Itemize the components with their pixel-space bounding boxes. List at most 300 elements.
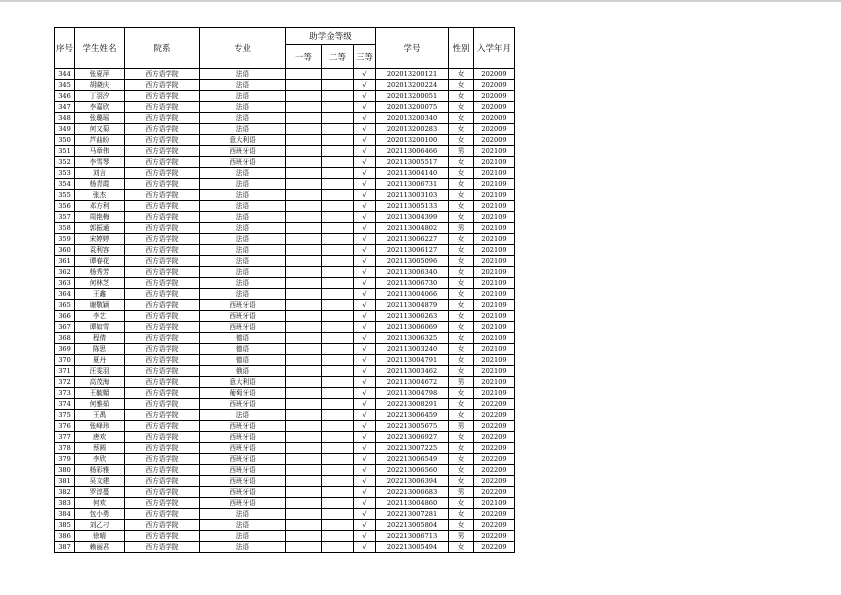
cell-grade-third: √ bbox=[354, 201, 376, 212]
cell-seq: 346 bbox=[55, 91, 75, 102]
cell-enrollment: 202109 bbox=[474, 278, 515, 289]
cell-grade-third: √ bbox=[354, 311, 376, 322]
header-grade-first: 一等 bbox=[286, 45, 322, 69]
cell-enrollment: 202209 bbox=[474, 410, 515, 421]
cell-grade-third: √ bbox=[354, 69, 376, 80]
cell-name: 谭春花 bbox=[75, 256, 125, 267]
cell-seq: 380 bbox=[55, 465, 75, 476]
cell-department: 西方语学院 bbox=[125, 399, 200, 410]
cell-enrollment: 202109 bbox=[474, 344, 515, 355]
cell-major: 法语 bbox=[200, 80, 286, 91]
cell-grade-second bbox=[322, 344, 354, 355]
cell-grade-third: √ bbox=[354, 487, 376, 498]
cell-student-id: 202113006466 bbox=[376, 146, 449, 157]
cell-grade-third: √ bbox=[354, 443, 376, 454]
cell-name: 杨秀芳 bbox=[75, 267, 125, 278]
cell-enrollment: 202009 bbox=[474, 124, 515, 135]
cell-department: 西方语学院 bbox=[125, 190, 200, 201]
cell-major: 西班牙语 bbox=[200, 157, 286, 168]
cell-department: 西方语学院 bbox=[125, 355, 200, 366]
cell-major: 法语 bbox=[200, 289, 286, 300]
cell-grade-second bbox=[322, 366, 354, 377]
cell-department: 西方语学院 bbox=[125, 168, 200, 179]
cell-student-id: 202013200121 bbox=[376, 69, 449, 80]
cell-grade-second bbox=[322, 388, 354, 399]
cell-department: 西方语学院 bbox=[125, 113, 200, 124]
cell-grade-third: √ bbox=[354, 333, 376, 344]
cell-grade-first bbox=[286, 498, 322, 509]
cell-name: 刘乙刁 bbox=[75, 520, 125, 531]
cell-enrollment: 202109 bbox=[474, 212, 515, 223]
cell-department: 西方语学院 bbox=[125, 322, 200, 333]
cell-major: 意大利语 bbox=[200, 377, 286, 388]
cell-major: 法语 bbox=[200, 179, 286, 190]
cell-major: 西班牙语 bbox=[200, 146, 286, 157]
cell-name: 包小勇 bbox=[75, 509, 125, 520]
cell-enrollment: 202109 bbox=[474, 498, 515, 509]
cell-grade-third: √ bbox=[354, 267, 376, 278]
cell-department: 西方语学院 bbox=[125, 289, 200, 300]
cell-student-id: 202213007225 bbox=[376, 443, 449, 454]
cell-enrollment: 202009 bbox=[474, 135, 515, 146]
cell-name: 程倩 bbox=[75, 333, 125, 344]
cell-department: 西方语学院 bbox=[125, 509, 200, 520]
cell-seq: 361 bbox=[55, 256, 75, 267]
table-row bbox=[55, 234, 515, 245]
cell-grade-first bbox=[286, 212, 322, 223]
cell-student-id: 202113006227 bbox=[376, 234, 449, 245]
cell-seq: 348 bbox=[55, 113, 75, 124]
cell-gender: 女 bbox=[449, 520, 474, 531]
cell-seq: 355 bbox=[55, 190, 75, 201]
header-grade-second: 二等 bbox=[322, 45, 354, 69]
cell-name: 邓方利 bbox=[75, 201, 125, 212]
cell-gender: 女 bbox=[449, 234, 474, 245]
cell-major: 法语 bbox=[200, 124, 286, 135]
cell-department: 西方语学院 bbox=[125, 212, 200, 223]
cell-gender: 男 bbox=[449, 421, 474, 432]
cell-enrollment: 202009 bbox=[474, 113, 515, 124]
cell-name: 王毓媚 bbox=[75, 388, 125, 399]
table-row bbox=[55, 113, 515, 124]
cell-student-id: 202113006127 bbox=[376, 245, 449, 256]
cell-grade-third: √ bbox=[354, 146, 376, 157]
cell-gender: 女 bbox=[449, 190, 474, 201]
cell-seq: 344 bbox=[55, 69, 75, 80]
table-row bbox=[55, 256, 515, 267]
cell-seq: 369 bbox=[55, 344, 75, 355]
cell-grade-second bbox=[322, 91, 354, 102]
cell-grade-third: √ bbox=[354, 80, 376, 91]
cell-enrollment: 202009 bbox=[474, 80, 515, 91]
cell-major: 法语 bbox=[200, 267, 286, 278]
cell-major: 法语 bbox=[200, 113, 286, 124]
cell-gender: 女 bbox=[449, 388, 474, 399]
cell-grade-first bbox=[286, 267, 322, 278]
cell-seq: 364 bbox=[55, 289, 75, 300]
cell-major: 法语 bbox=[200, 531, 286, 542]
cell-gender: 女 bbox=[449, 212, 474, 223]
cell-major: 意大利语 bbox=[200, 135, 286, 146]
cell-grade-third: √ bbox=[354, 256, 376, 267]
cell-student-id: 202213006560 bbox=[376, 465, 449, 476]
cell-grade-third: √ bbox=[354, 179, 376, 190]
cell-grade-first bbox=[286, 476, 322, 487]
cell-enrollment: 202109 bbox=[474, 157, 515, 168]
cell-gender: 女 bbox=[449, 245, 474, 256]
cell-name: 唐欢 bbox=[75, 432, 125, 443]
cell-grade-third: √ bbox=[354, 91, 376, 102]
cell-grade-first bbox=[286, 366, 322, 377]
cell-enrollment: 202009 bbox=[474, 91, 515, 102]
table-row bbox=[55, 443, 515, 454]
cell-grade-second bbox=[322, 465, 354, 476]
cell-grade-third: √ bbox=[354, 223, 376, 234]
cell-grade-first bbox=[286, 91, 322, 102]
cell-grade-second bbox=[322, 432, 354, 443]
table-row bbox=[55, 168, 515, 179]
cell-name: 谭如雪 bbox=[75, 322, 125, 333]
cell-student-id: 202113003462 bbox=[376, 366, 449, 377]
table-row bbox=[55, 388, 515, 399]
header-major: 专业 bbox=[200, 28, 286, 69]
cell-student-id: 202113004791 bbox=[376, 355, 449, 366]
cell-gender: 女 bbox=[449, 113, 474, 124]
cell-gender: 女 bbox=[449, 344, 474, 355]
cell-grade-second bbox=[322, 487, 354, 498]
cell-grade-third: √ bbox=[354, 322, 376, 333]
cell-grade-first bbox=[286, 157, 322, 168]
cell-grade-third: √ bbox=[354, 454, 376, 465]
cell-student-id: 202113004399 bbox=[376, 212, 449, 223]
cell-grade-second bbox=[322, 509, 354, 520]
cell-department: 西方语学院 bbox=[125, 388, 200, 399]
cell-grade-first bbox=[286, 388, 322, 399]
cell-department: 西方语学院 bbox=[125, 69, 200, 80]
cell-enrollment: 202209 bbox=[474, 542, 515, 553]
cell-name: 张杰 bbox=[75, 190, 125, 201]
cell-major: 西班牙语 bbox=[200, 465, 286, 476]
cell-enrollment: 202109 bbox=[474, 201, 515, 212]
cell-gender: 女 bbox=[449, 124, 474, 135]
cell-grade-first bbox=[286, 311, 322, 322]
cell-seq: 360 bbox=[55, 245, 75, 256]
cell-grade-third: √ bbox=[354, 245, 376, 256]
table-row bbox=[55, 399, 515, 410]
cell-gender: 女 bbox=[449, 476, 474, 487]
cell-major: 法语 bbox=[200, 542, 286, 553]
header-grade-third: 三等 bbox=[354, 45, 376, 69]
cell-department: 西方语学院 bbox=[125, 487, 200, 498]
cell-gender: 女 bbox=[449, 432, 474, 443]
grant-roster-table bbox=[54, 27, 515, 553]
cell-name: 赖丽君 bbox=[75, 542, 125, 553]
cell-grade-first bbox=[286, 344, 322, 355]
cell-grade-third: √ bbox=[354, 432, 376, 443]
cell-grade-second bbox=[322, 190, 354, 201]
cell-name: 高茂海 bbox=[75, 377, 125, 388]
table-row bbox=[55, 135, 515, 146]
cell-enrollment: 202209 bbox=[474, 476, 515, 487]
cell-grade-second bbox=[322, 377, 354, 388]
cell-name: 周艳梅 bbox=[75, 212, 125, 223]
cell-grade-second bbox=[322, 201, 354, 212]
cell-enrollment: 202209 bbox=[474, 443, 515, 454]
table-row bbox=[55, 333, 515, 344]
cell-seq: 362 bbox=[55, 267, 75, 278]
cell-student-id: 202213006927 bbox=[376, 432, 449, 443]
cell-student-id: 202113004802 bbox=[376, 223, 449, 234]
cell-grade-first bbox=[286, 256, 322, 267]
table-row bbox=[55, 476, 515, 487]
cell-enrollment: 202109 bbox=[474, 311, 515, 322]
cell-enrollment: 202209 bbox=[474, 487, 515, 498]
cell-grade-second bbox=[322, 300, 354, 311]
cell-gender: 男 bbox=[449, 223, 474, 234]
cell-department: 西方语学院 bbox=[125, 201, 200, 212]
cell-grade-second bbox=[322, 443, 354, 454]
cell-grade-second bbox=[322, 278, 354, 289]
cell-department: 西方语学院 bbox=[125, 234, 200, 245]
cell-grade-second bbox=[322, 311, 354, 322]
cell-enrollment: 202109 bbox=[474, 190, 515, 201]
cell-department: 西方语学院 bbox=[125, 179, 200, 190]
cell-grade-first bbox=[286, 289, 322, 300]
cell-enrollment: 202109 bbox=[474, 223, 515, 234]
cell-student-id: 202113005096 bbox=[376, 256, 449, 267]
cell-grade-second bbox=[322, 124, 354, 135]
cell-student-id: 202013200224 bbox=[376, 80, 449, 91]
cell-name: 谢敬颖 bbox=[75, 300, 125, 311]
cell-grade-second bbox=[322, 245, 354, 256]
cell-student-id: 202213006683 bbox=[376, 487, 449, 498]
cell-grade-third: √ bbox=[354, 289, 376, 300]
cell-gender: 女 bbox=[449, 333, 474, 344]
cell-grade-first bbox=[286, 146, 322, 157]
cell-name: 杨青霞 bbox=[75, 179, 125, 190]
cell-seq: 366 bbox=[55, 311, 75, 322]
cell-enrollment: 202209 bbox=[474, 454, 515, 465]
cell-department: 西方语学院 bbox=[125, 333, 200, 344]
cell-student-id: 202213005675 bbox=[376, 421, 449, 432]
cell-student-id: 202013200283 bbox=[376, 124, 449, 135]
cell-grade-first bbox=[286, 278, 322, 289]
cell-name: 张璐瑶 bbox=[75, 113, 125, 124]
table-row bbox=[55, 498, 515, 509]
cell-major: 法语 bbox=[200, 168, 286, 179]
cell-grade-second bbox=[322, 135, 354, 146]
cell-grade-third: √ bbox=[354, 344, 376, 355]
cell-major: 法语 bbox=[200, 509, 286, 520]
table-row bbox=[55, 520, 515, 531]
cell-department: 西方语学院 bbox=[125, 531, 200, 542]
cell-grade-third: √ bbox=[354, 531, 376, 542]
cell-name: 何又菊 bbox=[75, 124, 125, 135]
cell-enrollment: 202109 bbox=[474, 333, 515, 344]
cell-enrollment: 202009 bbox=[474, 69, 515, 80]
cell-seq: 371 bbox=[55, 366, 75, 377]
cell-name: 汪雯羽 bbox=[75, 366, 125, 377]
cell-gender: 女 bbox=[449, 311, 474, 322]
cell-grade-third: √ bbox=[354, 377, 376, 388]
table-row bbox=[55, 190, 515, 201]
cell-seq: 384 bbox=[55, 509, 75, 520]
cell-grade-third: √ bbox=[354, 520, 376, 531]
cell-name: 何林芝 bbox=[75, 278, 125, 289]
cell-major: 法语 bbox=[200, 256, 286, 267]
table-row bbox=[55, 509, 515, 520]
cell-major: 西班牙语 bbox=[200, 421, 286, 432]
cell-enrollment: 202109 bbox=[474, 267, 515, 278]
cell-major: 德语 bbox=[200, 333, 286, 344]
cell-department: 西方语学院 bbox=[125, 300, 200, 311]
cell-enrollment: 202209 bbox=[474, 465, 515, 476]
cell-gender: 女 bbox=[449, 179, 474, 190]
cell-seq: 377 bbox=[55, 432, 75, 443]
cell-enrollment: 202109 bbox=[474, 146, 515, 157]
cell-student-id: 202113004672 bbox=[376, 377, 449, 388]
cell-grade-first bbox=[286, 465, 322, 476]
cell-gender: 女 bbox=[449, 267, 474, 278]
cell-seq: 375 bbox=[55, 410, 75, 421]
cell-enrollment: 202209 bbox=[474, 399, 515, 410]
cell-student-id: 202113006069 bbox=[376, 322, 449, 333]
cell-department: 西方语学院 bbox=[125, 476, 200, 487]
cell-major: 法语 bbox=[200, 201, 286, 212]
cell-major: 西班牙语 bbox=[200, 399, 286, 410]
cell-major: 西班牙语 bbox=[200, 432, 286, 443]
cell-grade-second bbox=[322, 410, 354, 421]
cell-student-id: 202113006263 bbox=[376, 311, 449, 322]
cell-gender: 女 bbox=[449, 410, 474, 421]
cell-grade-second bbox=[322, 289, 354, 300]
cell-student-id: 202113004798 bbox=[376, 388, 449, 399]
cell-seq: 367 bbox=[55, 322, 75, 333]
cell-seq: 379 bbox=[55, 454, 75, 465]
cell-grade-second bbox=[322, 102, 354, 113]
cell-major: 西班牙语 bbox=[200, 311, 286, 322]
cell-major: 俄语 bbox=[200, 366, 286, 377]
cell-grade-first bbox=[286, 80, 322, 91]
cell-student-id: 202013200051 bbox=[376, 91, 449, 102]
table-body bbox=[55, 69, 515, 553]
cell-grade-first bbox=[286, 245, 322, 256]
cell-major: 法语 bbox=[200, 91, 286, 102]
cell-name: 杨彩雅 bbox=[75, 465, 125, 476]
cell-enrollment: 202209 bbox=[474, 531, 515, 542]
cell-grade-third: √ bbox=[354, 157, 376, 168]
cell-grade-second bbox=[322, 223, 354, 234]
cell-grade-second bbox=[322, 531, 354, 542]
table-row bbox=[55, 69, 515, 80]
cell-gender: 男 bbox=[449, 377, 474, 388]
cell-seq: 387 bbox=[55, 542, 75, 553]
cell-name: 郭振通 bbox=[75, 223, 125, 234]
cell-major: 法语 bbox=[200, 190, 286, 201]
table-row bbox=[55, 223, 515, 234]
cell-seq: 353 bbox=[55, 168, 75, 179]
cell-grade-second bbox=[322, 520, 354, 531]
cell-grade-first bbox=[286, 542, 322, 553]
cell-department: 西方语学院 bbox=[125, 91, 200, 102]
table-row bbox=[55, 179, 515, 190]
cell-seq: 382 bbox=[55, 487, 75, 498]
table-header bbox=[55, 28, 515, 69]
cell-name: 胡晓庆 bbox=[75, 80, 125, 91]
cell-name: 李欣 bbox=[75, 454, 125, 465]
cell-enrollment: 202109 bbox=[474, 168, 515, 179]
cell-name: 吴文建 bbox=[75, 476, 125, 487]
cell-name: 王鑫 bbox=[75, 289, 125, 300]
cell-seq: 358 bbox=[55, 223, 75, 234]
table-row bbox=[55, 322, 515, 333]
cell-grade-first bbox=[286, 168, 322, 179]
cell-department: 西方语学院 bbox=[125, 102, 200, 113]
cell-seq: 363 bbox=[55, 278, 75, 289]
cell-student-id: 202013200340 bbox=[376, 113, 449, 124]
cell-seq: 352 bbox=[55, 157, 75, 168]
cell-student-id: 202213006459 bbox=[376, 410, 449, 421]
cell-grade-first bbox=[286, 333, 322, 344]
cell-name: 丁羽汐 bbox=[75, 91, 125, 102]
cell-name: 蔡圆 bbox=[75, 443, 125, 454]
cell-name: 何欢 bbox=[75, 498, 125, 509]
cell-name: 王禹 bbox=[75, 410, 125, 421]
header-gender: 性别 bbox=[449, 28, 474, 69]
cell-department: 西方语学院 bbox=[125, 410, 200, 421]
cell-student-id: 202213005494 bbox=[376, 542, 449, 553]
cell-enrollment: 202109 bbox=[474, 300, 515, 311]
table-row bbox=[55, 212, 515, 223]
cell-gender: 女 bbox=[449, 256, 474, 267]
cell-grade-third: √ bbox=[354, 421, 376, 432]
cell-department: 西方语学院 bbox=[125, 256, 200, 267]
cell-gender: 女 bbox=[449, 454, 474, 465]
cell-name: 陈思 bbox=[75, 344, 125, 355]
table-row bbox=[55, 201, 515, 212]
cell-enrollment: 202109 bbox=[474, 366, 515, 377]
cell-gender: 女 bbox=[449, 135, 474, 146]
cell-seq: 347 bbox=[55, 102, 75, 113]
cell-major: 西班牙语 bbox=[200, 300, 286, 311]
cell-department: 西方语学院 bbox=[125, 80, 200, 91]
cell-grade-first bbox=[286, 454, 322, 465]
cell-department: 西方语学院 bbox=[125, 135, 200, 146]
cell-student-id: 202113006730 bbox=[376, 278, 449, 289]
cell-major: 法语 bbox=[200, 410, 286, 421]
cell-grade-second bbox=[322, 267, 354, 278]
cell-grade-third: √ bbox=[354, 102, 376, 113]
cell-department: 西方语学院 bbox=[125, 366, 200, 377]
cell-grade-second bbox=[322, 322, 354, 333]
cell-department: 西方语学院 bbox=[125, 421, 200, 432]
header-seq: 序号 bbox=[55, 28, 75, 69]
cell-department: 西方语学院 bbox=[125, 454, 200, 465]
table-row bbox=[55, 454, 515, 465]
cell-department: 西方语学院 bbox=[125, 157, 200, 168]
cell-student-id: 202013200075 bbox=[376, 102, 449, 113]
cell-major: 德语 bbox=[200, 355, 286, 366]
cell-student-id: 202113004879 bbox=[376, 300, 449, 311]
header-enrollment: 入学年月 bbox=[474, 28, 515, 69]
cell-student-id: 202113003103 bbox=[376, 190, 449, 201]
cell-seq: 365 bbox=[55, 300, 75, 311]
cell-student-id: 202113006340 bbox=[376, 267, 449, 278]
cell-student-id: 202213006394 bbox=[376, 476, 449, 487]
cell-grade-third: √ bbox=[354, 399, 376, 410]
table-row bbox=[55, 146, 515, 157]
cell-student-id: 202113006325 bbox=[376, 333, 449, 344]
